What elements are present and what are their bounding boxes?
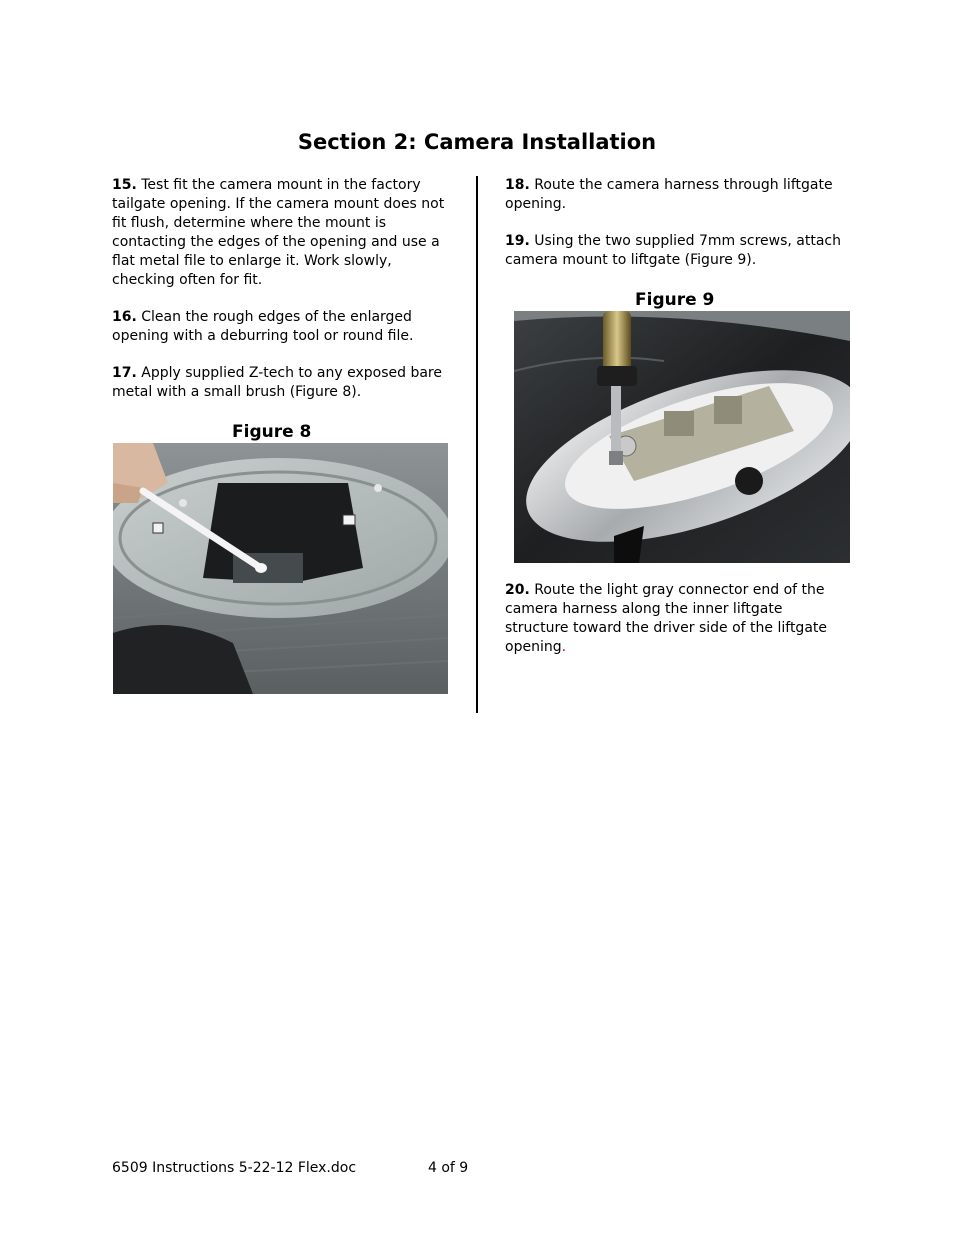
figure-8-caption: Figure 8 — [232, 422, 312, 442]
column-divider — [476, 176, 478, 713]
left-column — [112, 176, 452, 420]
footer-filename: 6509 Instructions 5-22-12 Flex.doc — [112, 1160, 357, 1176]
step-18: 18. Route the camera harness through liftgate opening. — [505, 177, 833, 212]
step-16: 16. Clean the rough edges of the enlarged opening with a deburring tool or round file. — [112, 309, 414, 344]
step-19: 19. Using the two supplied 7mm screws, attach camera mount to liftgate (Figure 9). — [505, 233, 841, 268]
figure-8-image — [113, 443, 448, 694]
figure-9-caption: Figure 9 — [635, 290, 715, 310]
step-17: 17. Apply supplied Z-tech to any exposed bare metal with a small brush (Figure 8). — [112, 365, 442, 400]
footer-page-number: 4 of 9 — [428, 1160, 469, 1176]
section-title: Section 2: Camera Installation — [297, 130, 657, 154]
step-20: 20. Route the light gray connector end of the camera harness along the inner liftgate structure toward the driver side of the liftgate opening. — [505, 582, 827, 655]
step-15: 15. Test fit the camera mount in the factory tailgate opening. If the camera mount does not fit flush, determine where the mount is contacting the edges of the opening and use a flat metal file to enlarge it. Work slowly, checking often for fit. — [112, 177, 445, 288]
figure-9-image — [514, 311, 850, 563]
right-column — [505, 176, 850, 288]
